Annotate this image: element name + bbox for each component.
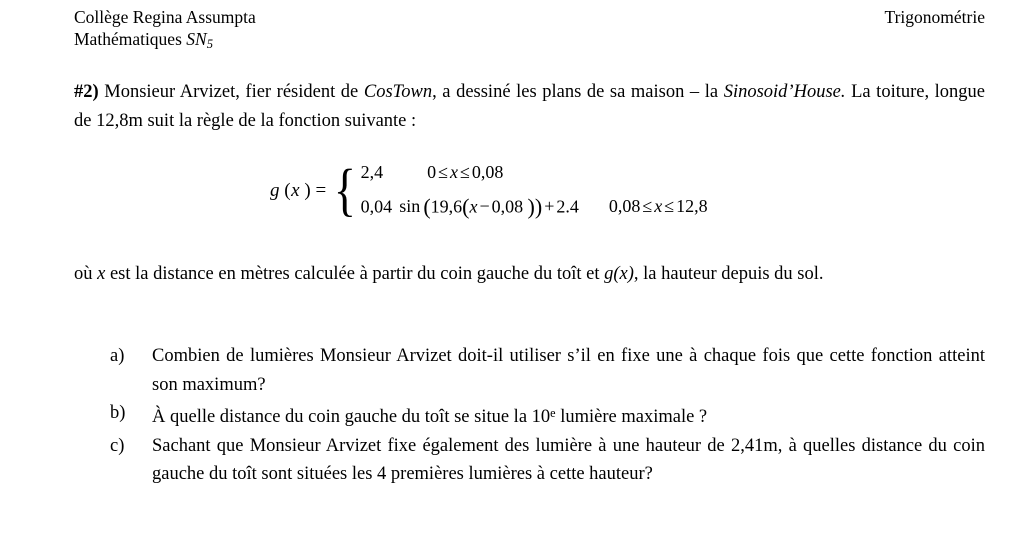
case2-open-paren-outer: ( — [423, 194, 431, 219]
case2-frequency: 19,6 — [430, 196, 463, 217]
question-text-a: Combien de lumières Monsieur Arvizet doit-il utiliser s’il en fixe une à chaque fois que cette fonction atteint son maximum? — [152, 346, 985, 395]
case2-expression — [361, 194, 579, 220]
piecewise-case-1 — [361, 162, 708, 183]
problem-number: #2) — [74, 82, 99, 102]
piecewise-case-2 — [361, 194, 708, 220]
question-b-ordinal-superscript: e — [550, 406, 556, 420]
case2-relation-2: ≤ — [664, 196, 675, 217]
problem-intro-paragraph — [74, 78, 985, 136]
case1-variable: x — [449, 162, 458, 182]
school-name: Collège Regina Assumpta — [74, 7, 256, 27]
where-text-part3: , la hauteur depuis du sol. — [633, 264, 824, 284]
case2-relation-1: ≤ — [642, 196, 653, 217]
function-open-paren: ( — [280, 180, 292, 201]
where-variable-x: x — [97, 264, 106, 284]
function-equals: = — [315, 180, 327, 201]
question-text-b-after: lumière maximale ? — [555, 407, 708, 428]
case1-expression: 2,4 — [360, 162, 384, 182]
case2-condition — [609, 196, 708, 217]
case2-upper-bound: 12,8 — [676, 196, 708, 217]
list-item — [74, 432, 985, 489]
where-clause-paragraph — [74, 260, 824, 289]
case2-open-paren-inner: ( — [462, 194, 470, 219]
case2-phase-shift: 0,08 — [491, 196, 524, 217]
intro-italic-costown: CosTown — [363, 82, 433, 102]
question-marker-a: a) — [110, 346, 125, 366]
course-code-text: SN — [186, 29, 207, 49]
function-name: g — [270, 180, 280, 201]
case1-condition — [427, 162, 503, 183]
case2-sin-function: sin — [399, 196, 421, 217]
case2-lower-bound: 0,08 — [608, 196, 641, 217]
piecewise-function-formula — [74, 157, 985, 222]
where-function-gx: g(x) — [604, 264, 634, 284]
function-close-paren: ) — [300, 180, 316, 201]
intro-italic-sinosoidhouse: Sinosoid’House. — [723, 82, 846, 102]
case1-upper-bound: 0,08 — [471, 162, 504, 182]
piecewise-cases — [361, 162, 708, 220]
list-item — [74, 342, 985, 399]
question-list — [74, 342, 985, 489]
where-text-part1: où — [74, 264, 98, 284]
case2-close-paren-inner: ) — [523, 194, 535, 219]
header-topic: Trigonométrie — [884, 7, 985, 27]
case2-variable: x — [469, 196, 478, 217]
question-text-b-before: À quelle distance du coin gauche du toît se situe la 10 — [152, 407, 551, 428]
piecewise-brace-icon: { — [333, 157, 356, 222]
intro-text-part2: , a dessiné les plans de sa maison – la — [432, 82, 724, 102]
case1-relation-2: ≤ — [459, 162, 470, 182]
case2-minus-sign: − — [479, 196, 490, 217]
function-argument: x — [291, 180, 301, 201]
case2-plus-sign: + — [544, 196, 555, 217]
course-code-subscript: 5 — [206, 36, 213, 51]
case1-lower-bound: 0 — [427, 162, 437, 182]
question-marker-c: c) — [110, 435, 125, 456]
case2-amplitude: 0,04 — [360, 196, 393, 217]
list-item — [74, 399, 985, 432]
question-text-c: Sachant que Monsieur Arvizet fixe également des lumière à une hauteur de 2,41m, à quelles distance du coin gauche du toît sont situées les 4 premières lumières à cette hauteur? — [152, 435, 985, 485]
case1-relation-1: ≤ — [438, 162, 448, 182]
case2-vertical-offset: 2.4 — [556, 196, 579, 217]
course-label: Mathématiques — [74, 29, 182, 49]
case2-condition-variable: x — [654, 196, 663, 217]
function-label — [270, 180, 331, 202]
question-marker-b: b) — [110, 403, 126, 423]
where-text-part2: est la distance en mètres calculée à partir du coin gauche du toît et — [105, 264, 605, 284]
intro-text-part3: La toiture, longue de 12,8m suit la règle de la fonction suivante : — [74, 82, 986, 131]
intro-text-part1: Monsieur Arvizet, fier résident de — [104, 82, 364, 102]
case2-close-paren-outer: ) — [534, 194, 543, 219]
